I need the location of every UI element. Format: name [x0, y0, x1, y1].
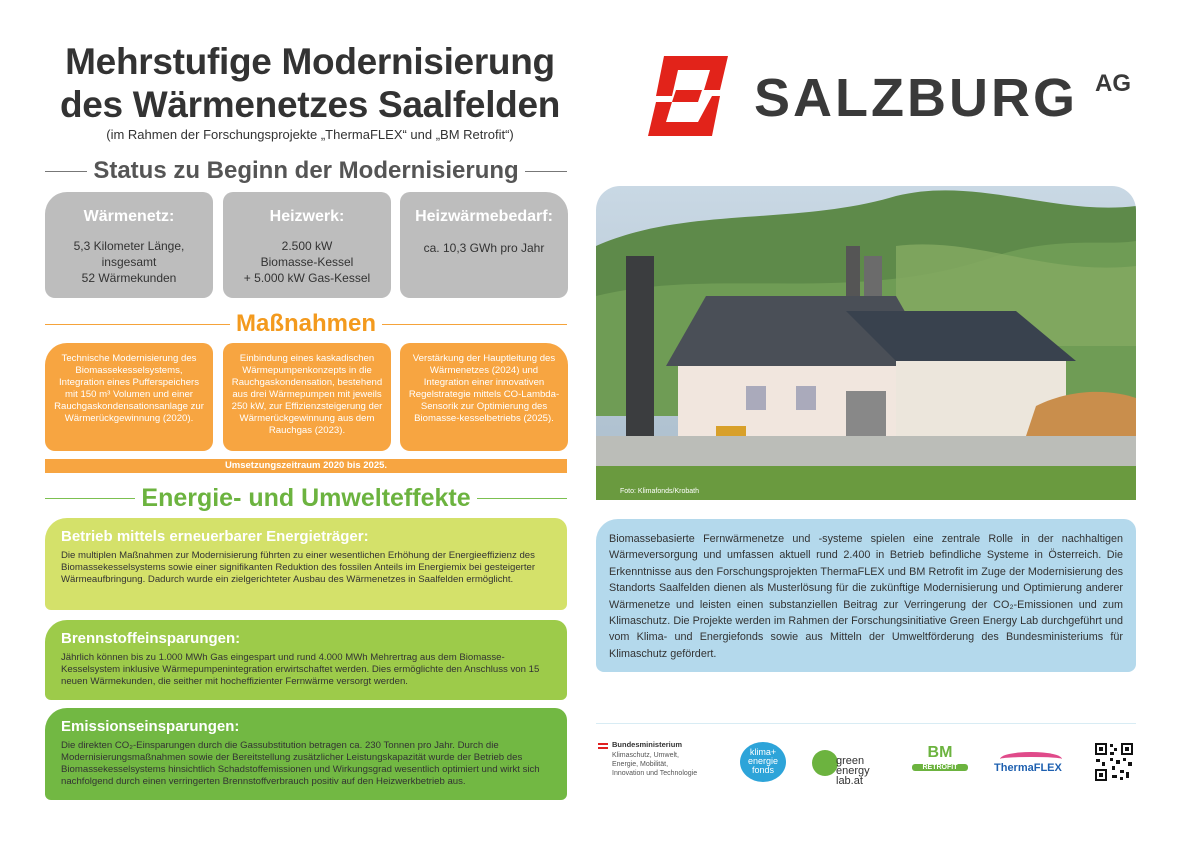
thermaflex-logo	[994, 752, 1074, 782]
implementation-period: Umsetzungszeitraum 2020 bis 2025.	[45, 459, 567, 473]
measures-heading-text: Maßnahmen	[236, 310, 377, 337]
effect-box-renewable	[45, 518, 567, 610]
effect-box-fuel	[45, 620, 567, 700]
status-box-text: ca. 10,3 GWh pro Jahr	[423, 241, 545, 255]
measures-heading	[45, 310, 567, 338]
logo-wordmark: SALZBURG	[754, 68, 1078, 128]
klimafonds-logo	[740, 742, 786, 782]
measure-box-3: Verstärkung der Hauptleitung des Wärmenetzes (2024) und Integration einer innovativen Regelstrategie mittels CO-Lambda-Sensorik zur Optimierung des Biomasse-kesselbetriebs (2025).	[400, 343, 568, 451]
photo-credit: Foto: Klimafonds/Krobath	[620, 488, 699, 495]
effect-box-text: Jährlich können bis zu 1.000 MWh Gas eingespart und rund 4.000 MWh Mehrertrag aus dem Biomasse-Kesselsystem inklusive Wärmepumpenintegration erwirtschaftet werden. Dies ermöglichte den Anschluss von 15 neuen Wärmekunden, die seither mit hocheffizienter Fernwärme versorgt werden.	[61, 652, 540, 687]
divider	[525, 171, 567, 172]
green-energy-lab-logo	[808, 740, 878, 792]
status-heading-text: Status zu Beginn der Modernisierung	[93, 157, 519, 184]
effect-box-text: Die multiplen Maßnahmen zur Modernisierung führten zu einer wesentlichen Erhöhung der Energieeffizienz des Biomassekesselsystems sowie einer signifikanten Reduktion des fossilen Anteils im Energiemix bei gesteigerter Wärmeaufbringung. Dadurch wurde ein zielgerichteter Ausbau des Wärmenetzes in Saalfelden ermöglicht.	[61, 550, 536, 585]
heating-plant-photo	[596, 186, 1136, 500]
status-box-title: Wärmenetz:	[83, 208, 175, 225]
ministry-title: Bundesministerium	[612, 740, 683, 749]
footer-divider	[596, 723, 1136, 724]
measure-box-2: Einbindung eines kaskadischen Wärmepumpenkonzepts in die Rauchgaskondensation, bestehend aus drei Wärmepumpen mit jeweils 250 kW, zur Effizienzsteigerung der Wärmerückgewinnung aus dem Rauchgas (2023).	[223, 343, 391, 451]
klimafonds-text: klima+ energie fonds	[747, 747, 779, 775]
leaf-icon	[812, 750, 838, 776]
austria-flag-icon	[598, 743, 608, 749]
qr-code-icon[interactable]	[1094, 742, 1134, 782]
status-box-text: 5,3 Kilometer Länge, insgesamt 52 Wärmekunden	[73, 239, 185, 285]
page-subtitle: (im Rahmen der Forschungsprojekte „ThermaFLEX“ und „BM Retrofit“)	[106, 127, 514, 142]
divider	[45, 171, 87, 172]
status-box-demand	[400, 192, 568, 298]
status-box-network	[45, 192, 213, 298]
salzburg-logo-icon	[642, 50, 734, 142]
measure-box-1: Technische Modernisierung des Biomassekesselsystems, Integration eines Pufferspeichers mit 150 m³ Volumen und einer Rauchgaskondensationsanlage zur Wärmerückgewinnung (2020).	[45, 343, 213, 451]
effect-box-title: Brennstoffeinsparungen:	[61, 630, 241, 647]
divider	[45, 498, 135, 499]
page-title	[30, 40, 590, 126]
effects-heading	[45, 484, 567, 513]
ministry-logo	[598, 740, 718, 790]
bm-retrofit-logo	[912, 744, 968, 786]
title-line-1: Mehrstufige Modernisierung	[65, 41, 555, 82]
bm-retrofit-bottom: RETROFIT	[912, 764, 968, 771]
effect-box-title: Emissionseinsparungen:	[61, 718, 240, 735]
info-text-box: Biomassebasierte Fernwärmenetze und -systeme spielen eine zentrale Rolle in der nachhaltigen Wärmeversorgung und umfassen aktuell rund 2.400 in Betrieb befindliche Systeme in Österreich. Die Erkenntnisse aus den Forschungsprojekten ThermaFLEX und BM Retrofit im Zuge der Modernisierung des Standorts Saalfelden dienen als Musterlösung für die zukünftige Modernisierung und Optimierung anderer Wärmenetze und leisten einen substanziellen Beitrag zur Verringerung der CO₂-Emissionen und zum Klimaschutz. Die Projekte werden im Rahmen der Forschungsinitiative Green Energy Lab durchgeführt und vom Klima- und Energiefonds sowie aus Mitteln der Umweltförderung des Bundesministeriums für Klimaschutz gefördert.	[596, 519, 1136, 672]
status-heading	[45, 157, 567, 185]
thermaflex-text: ThermaFLEX	[994, 762, 1062, 774]
bm-retrofit-top: BM	[927, 744, 953, 761]
divider	[45, 324, 230, 325]
status-box-text: 2.500 kW Biomasse-Kessel + 5.000 kW Gas-Kessel	[243, 239, 371, 285]
divider	[382, 324, 567, 325]
ministry-subtitle: Klimaschutz, Umwelt, Energie, Mobilität, Innovation und Technologie	[612, 752, 698, 777]
effect-box-text: Die direkten CO₂-Einsparungen durch die Gassubstitution betragen ca. 230 Tonnen pro Jahr. Durch die Modernisierungsmaßnahmen sowie der Bereitstellung zusätzlicher Leistungskapazität wurde der Betrieb des Biomassekesselsystems hinsichtlich Schadstoffemissionen und Wirkungsgrad wesentlich optimiert und wirkt sich nachfolgend durch einen verringerten Brennstoffverbrauch positiv auf den Heizwerkbetrieb aus.	[61, 740, 540, 787]
status-box-title: Heizwärmebedarf:	[415, 208, 553, 225]
effect-box-title: Betrieb mittels erneuerbarer Energieträger:	[61, 528, 369, 545]
divider	[477, 498, 567, 499]
status-box-plant	[223, 192, 391, 298]
title-line-2: des Wärmenetzes Saalfelden	[59, 84, 561, 125]
green-energy-lab-text: green energy lab.at	[836, 755, 870, 787]
effects-heading-text: Energie- und Umwelteffekte	[141, 484, 471, 512]
effect-box-emissions	[45, 708, 567, 800]
status-box-title: Heizwerk:	[269, 208, 345, 225]
logo-suffix: AG	[1095, 70, 1131, 97]
